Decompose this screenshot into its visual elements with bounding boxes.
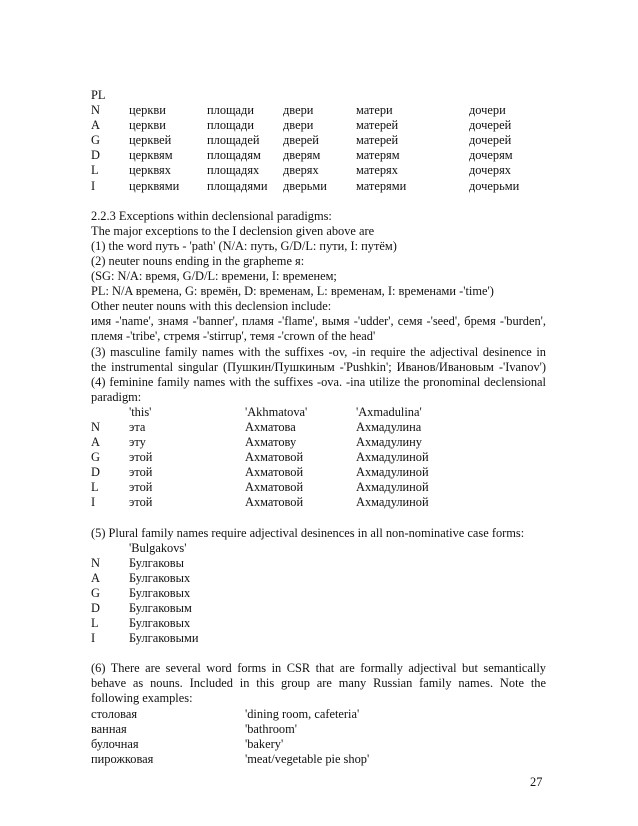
list-item: [91, 752, 546, 767]
example-word: булочная: [91, 736, 139, 751]
table-cell: площадями: [207, 178, 268, 193]
table-cell: Ахматову: [245, 435, 297, 450]
pronominal-declension-table: [91, 420, 546, 511]
table-cell: дочерьми: [469, 178, 520, 193]
section-line: the instrumental singular (Пушкин/Пушкиным -'Pushkin'; Иванов/Ивановым -'Ivanov'): [91, 359, 546, 374]
table-row: [91, 435, 546, 450]
table-cell: матерях: [356, 163, 398, 178]
example-word: ванная: [91, 721, 127, 736]
table-cell: матерей: [356, 133, 399, 148]
section-line: племя -'tribe', стремя -'stirrup', темя -'crown of the head': [91, 329, 376, 344]
table-cell: дочерям: [469, 148, 513, 163]
table-cell: дверей: [283, 133, 319, 148]
table-cell: Ахмадулиной: [356, 480, 429, 495]
table-row: [91, 586, 546, 601]
table-cell: матерей: [356, 118, 399, 133]
example-gloss: 'meat/vegetable pie shop': [245, 751, 370, 766]
section-heading: 2.2.3 Exceptions within declensional paradigms:: [91, 208, 332, 223]
table-row: [91, 480, 546, 495]
section-line: paradigm:: [91, 389, 142, 404]
section-line: PL: N/A времена, G: времён, D: временам, L: временам, I: временами -'time'): [91, 284, 494, 299]
case-label: A: [91, 118, 100, 133]
table-cell: церкви: [129, 103, 166, 118]
table-row: [91, 179, 546, 194]
table-cell: эта: [129, 419, 146, 434]
table-cell: Ахматовой: [245, 480, 304, 495]
plural-names-table: [91, 556, 546, 647]
pron-header: 'Axmadulina': [356, 404, 422, 419]
section-line: (SG: N/A: время, G/D/L: времени, I: временем;: [91, 269, 337, 284]
table-row: [91, 631, 546, 646]
document-body: [91, 88, 546, 767]
table-cell: церкви: [129, 118, 166, 133]
table-row: [91, 450, 546, 465]
list-item: [91, 722, 546, 737]
table-cell: Булгаковыми: [129, 631, 199, 646]
table-cell: церквях: [129, 163, 171, 178]
example-word: пирожковая: [91, 751, 154, 766]
table-cell: церквям: [129, 148, 173, 163]
table-cell: Ахматовой: [245, 495, 304, 510]
case-label: I: [91, 178, 96, 193]
pl-declension-table: [91, 103, 546, 194]
case-label: I: [91, 495, 96, 510]
table-cell: Ахмадулину: [356, 435, 422, 450]
table-cell: Булгаковым: [129, 601, 192, 615]
example-gloss: 'bakery': [245, 736, 284, 751]
table-cell: двери: [283, 103, 314, 118]
table-cell: церквями: [129, 178, 180, 193]
table-row: [91, 163, 546, 178]
table-row: [91, 556, 546, 571]
case-label: I: [91, 631, 96, 646]
table-cell: Ахмадулиной: [356, 465, 429, 480]
table-row: [91, 148, 546, 163]
table-row: [91, 133, 546, 148]
table-cell: Ахмадулина: [356, 419, 422, 434]
table-cell: дочерей: [469, 133, 512, 148]
table-row: [91, 601, 546, 616]
section-line: имя -'name', знамя -'banner', пламя -'flame', вымя -'udder', семя -'seed', бремя -'burden',: [91, 314, 546, 329]
example-gloss: 'dining room, cafeteria': [245, 706, 360, 721]
example-word: столовая: [91, 706, 138, 721]
table-cell: площади: [207, 118, 254, 133]
adjectival-line: behave as nouns. Included in this group are many Russian family names. Note the: [91, 676, 546, 691]
table-row: [91, 571, 546, 586]
table-cell: дочери: [469, 103, 506, 118]
list-item: [91, 707, 546, 722]
adjectival-line: (6) There are several word forms in CSR that are formally adjectival but semantically: [91, 661, 546, 676]
table-cell: Ахмадулиной: [356, 495, 429, 510]
section-line: The major exceptions to the I declension given above are: [91, 223, 375, 238]
case-label: L: [91, 480, 99, 495]
case-label: G: [91, 585, 100, 600]
table-cell: площадях: [207, 163, 260, 178]
table-row: [91, 420, 546, 435]
plural-header: 'Bulgakovs': [129, 540, 187, 555]
table-cell: этой: [129, 465, 153, 480]
table-cell: дочерей: [469, 118, 512, 133]
example-gloss: 'bathroom': [245, 721, 297, 736]
table-cell: дочерях: [469, 163, 511, 178]
table-cell: матерям: [356, 148, 400, 163]
section-line: (1) the word путь - 'path' (N/A: путь, G/D/L: пути, I: путём): [91, 238, 397, 253]
section-line: (2) neuter nouns ending in the grapheme я:: [91, 253, 305, 268]
table-cell: Ахмадулиной: [356, 450, 429, 465]
list-item: [91, 737, 546, 752]
table-cell: Ахматовой: [245, 465, 304, 480]
table-cell: матери: [356, 103, 393, 118]
table-cell: дверях: [283, 163, 319, 178]
table-row: [91, 103, 546, 118]
table-cell: этой: [129, 495, 153, 510]
table-cell: Булгаковых: [129, 585, 191, 600]
adjectival-examples: [91, 707, 546, 767]
section-line: Other neuter nouns with this declension include:: [91, 299, 332, 314]
table-cell: Булгаковых: [129, 570, 191, 585]
page-number: 27: [530, 775, 543, 789]
table-cell: эту: [129, 435, 146, 450]
plural-names-text: (5) Plural family names require adjectival desinences in all non-nominative case forms:: [91, 525, 525, 540]
pron-header: 'Akhmatova': [245, 404, 308, 419]
table-cell: этой: [129, 480, 153, 495]
section-line: (3) masculine family names with the suffixes -ov, -in require the adjectival desinence in: [91, 344, 546, 359]
table-row: [91, 616, 546, 631]
plural-header-row: [91, 541, 546, 556]
table-cell: дверям: [283, 148, 321, 163]
table-cell: двери: [283, 118, 314, 133]
case-label: N: [91, 419, 100, 434]
adjectival-line: following examples:: [91, 691, 193, 706]
table-row: [91, 495, 546, 510]
table-cell: Булгаковы: [129, 555, 184, 570]
case-label: L: [91, 616, 99, 631]
case-label: A: [91, 435, 100, 450]
table-row: [91, 465, 546, 480]
table-cell: дверьми: [283, 178, 327, 193]
table-cell: церквей: [129, 133, 172, 148]
case-label: N: [91, 103, 100, 118]
case-label: N: [91, 555, 100, 570]
case-label: G: [91, 133, 100, 148]
case-label: G: [91, 450, 100, 465]
table-cell: Ахматова: [245, 419, 296, 434]
table-cell: матерями: [356, 178, 407, 193]
table-cell: площади: [207, 103, 254, 118]
pron-header: 'this': [129, 404, 152, 419]
case-label: D: [91, 148, 100, 163]
case-label: D: [91, 601, 100, 615]
table-cell: площадям: [207, 148, 261, 163]
table-cell: Ахматовой: [245, 450, 304, 465]
pl-heading: PL: [91, 88, 106, 102]
case-label: A: [91, 570, 100, 585]
section-line: (4) feminine family names with the suffixes -ova. -ina utilize the pronominal declensional: [91, 374, 546, 389]
pron-header-row: [91, 405, 546, 420]
case-label: L: [91, 163, 99, 178]
table-cell: Булгаковых: [129, 616, 191, 631]
table-cell: площадей: [207, 133, 260, 148]
table-row: [91, 118, 546, 133]
case-label: D: [91, 465, 100, 480]
table-cell: этой: [129, 450, 153, 465]
